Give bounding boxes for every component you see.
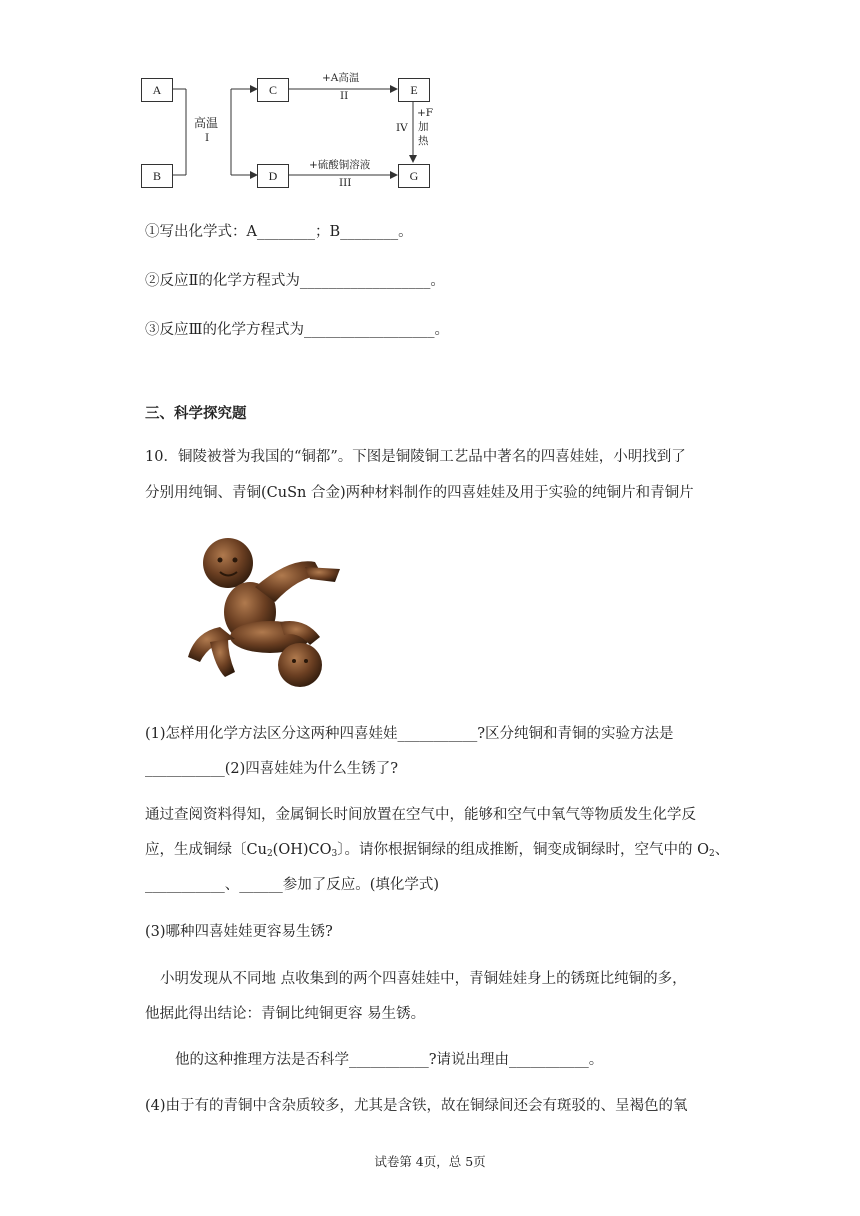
q10-part3-heading: (3)哪种四喜娃娃更容易生锈?: [145, 924, 333, 940]
reaction-3-condition: +硫酸铜溶液: [309, 159, 371, 171]
p2b-pre: 应，生成铜绿〔Cu: [145, 842, 267, 858]
q9-line-1: ①写出化学式：A________；B________。: [145, 224, 413, 240]
box-c: C: [257, 78, 289, 102]
bronze-doll-image: [180, 527, 355, 692]
reaction-1-condition: 高温: [194, 116, 219, 130]
si-xi-wawa-figure: [180, 527, 355, 692]
q9-line-2: ②反应Ⅱ的化学方程式为__________________。: [145, 273, 445, 289]
reaction-1-number: I: [205, 132, 210, 144]
p2b-mid: (OH)CO: [272, 842, 332, 858]
reaction-4-condition-2: 加: [418, 121, 429, 133]
reaction-3-number: III: [339, 177, 352, 189]
box-d: D: [257, 164, 289, 188]
reaction-4-number: IV: [396, 122, 408, 134]
section-heading: 三、科学探究题: [145, 406, 247, 422]
q10-part1-line-a: (1)怎样用化学方法区分这两种四喜娃娃___________?区分纯铜和青铜的实验方法是: [145, 726, 674, 742]
q10-para2-line-b: [145, 840, 729, 864]
page-footer: 试卷第 4页，总 5页: [374, 1154, 486, 1169]
q10-line-1: 10．铜陵被誉为我国的“铜都”。下图是铜陵铜工艺品中著名的四喜娃娃，小明找到了: [145, 449, 686, 465]
box-g: G: [398, 164, 430, 188]
q10-para2-line-a: 通过查阅资料得知，金属铜长时间放置在空气中，能够和空气中氧气等物质发生化学反: [145, 807, 696, 823]
reaction-4-condition-1: +F: [417, 107, 434, 119]
box-a: A: [141, 78, 173, 102]
p2b-sub1: 2: [266, 849, 273, 859]
p2b-sub2: 3: [331, 849, 338, 859]
box-e: E: [398, 78, 430, 102]
q10-para5: 他的这种推理方法是否科学___________?请说出理由___________。: [175, 1052, 604, 1068]
reaction-2-condition: +A高温: [322, 72, 360, 84]
q10-part1-line-b: ___________(2)四喜娃娃为什么生锈了?: [145, 761, 399, 777]
q10-line-2: 分别用纯铜、青铜(CuSn 合金)两种材料制作的四喜娃娃及用于实验的纯铜片和青铜片: [145, 485, 694, 501]
p2b-post: 〕。请你根据铜绿的组成推断，铜变成铜绿时，空气中的 O: [337, 842, 709, 858]
reaction-4-condition-3: 热: [418, 135, 429, 147]
q10-para4-line-b: 他据此得出结论：青铜比纯铜更容 易生锈。: [145, 1006, 426, 1022]
box-b: B: [141, 164, 173, 188]
reaction-2-number: II: [340, 90, 349, 102]
q10-para2-line-c: ___________、______参加了反应。(填化学式): [145, 877, 440, 893]
reaction-flow-diagram: [0, 0, 500, 200]
q10-para4-line-a: 小明发现从不同地 点收集到的两个四喜娃娃中，青铜娃娃身上的锈斑比纯铜的多，: [160, 971, 687, 987]
q9-line-3: ③反应Ⅲ的化学方程式为__________________。: [145, 322, 449, 338]
q10-part4-line: (4)由于有的青铜中含杂质较多，尤其是含铁，故在铜绿间还会有斑驳的、呈褐色的氧: [145, 1098, 688, 1114]
p2b-end: 、: [714, 842, 730, 858]
p2b-sub3: 2: [709, 849, 715, 859]
